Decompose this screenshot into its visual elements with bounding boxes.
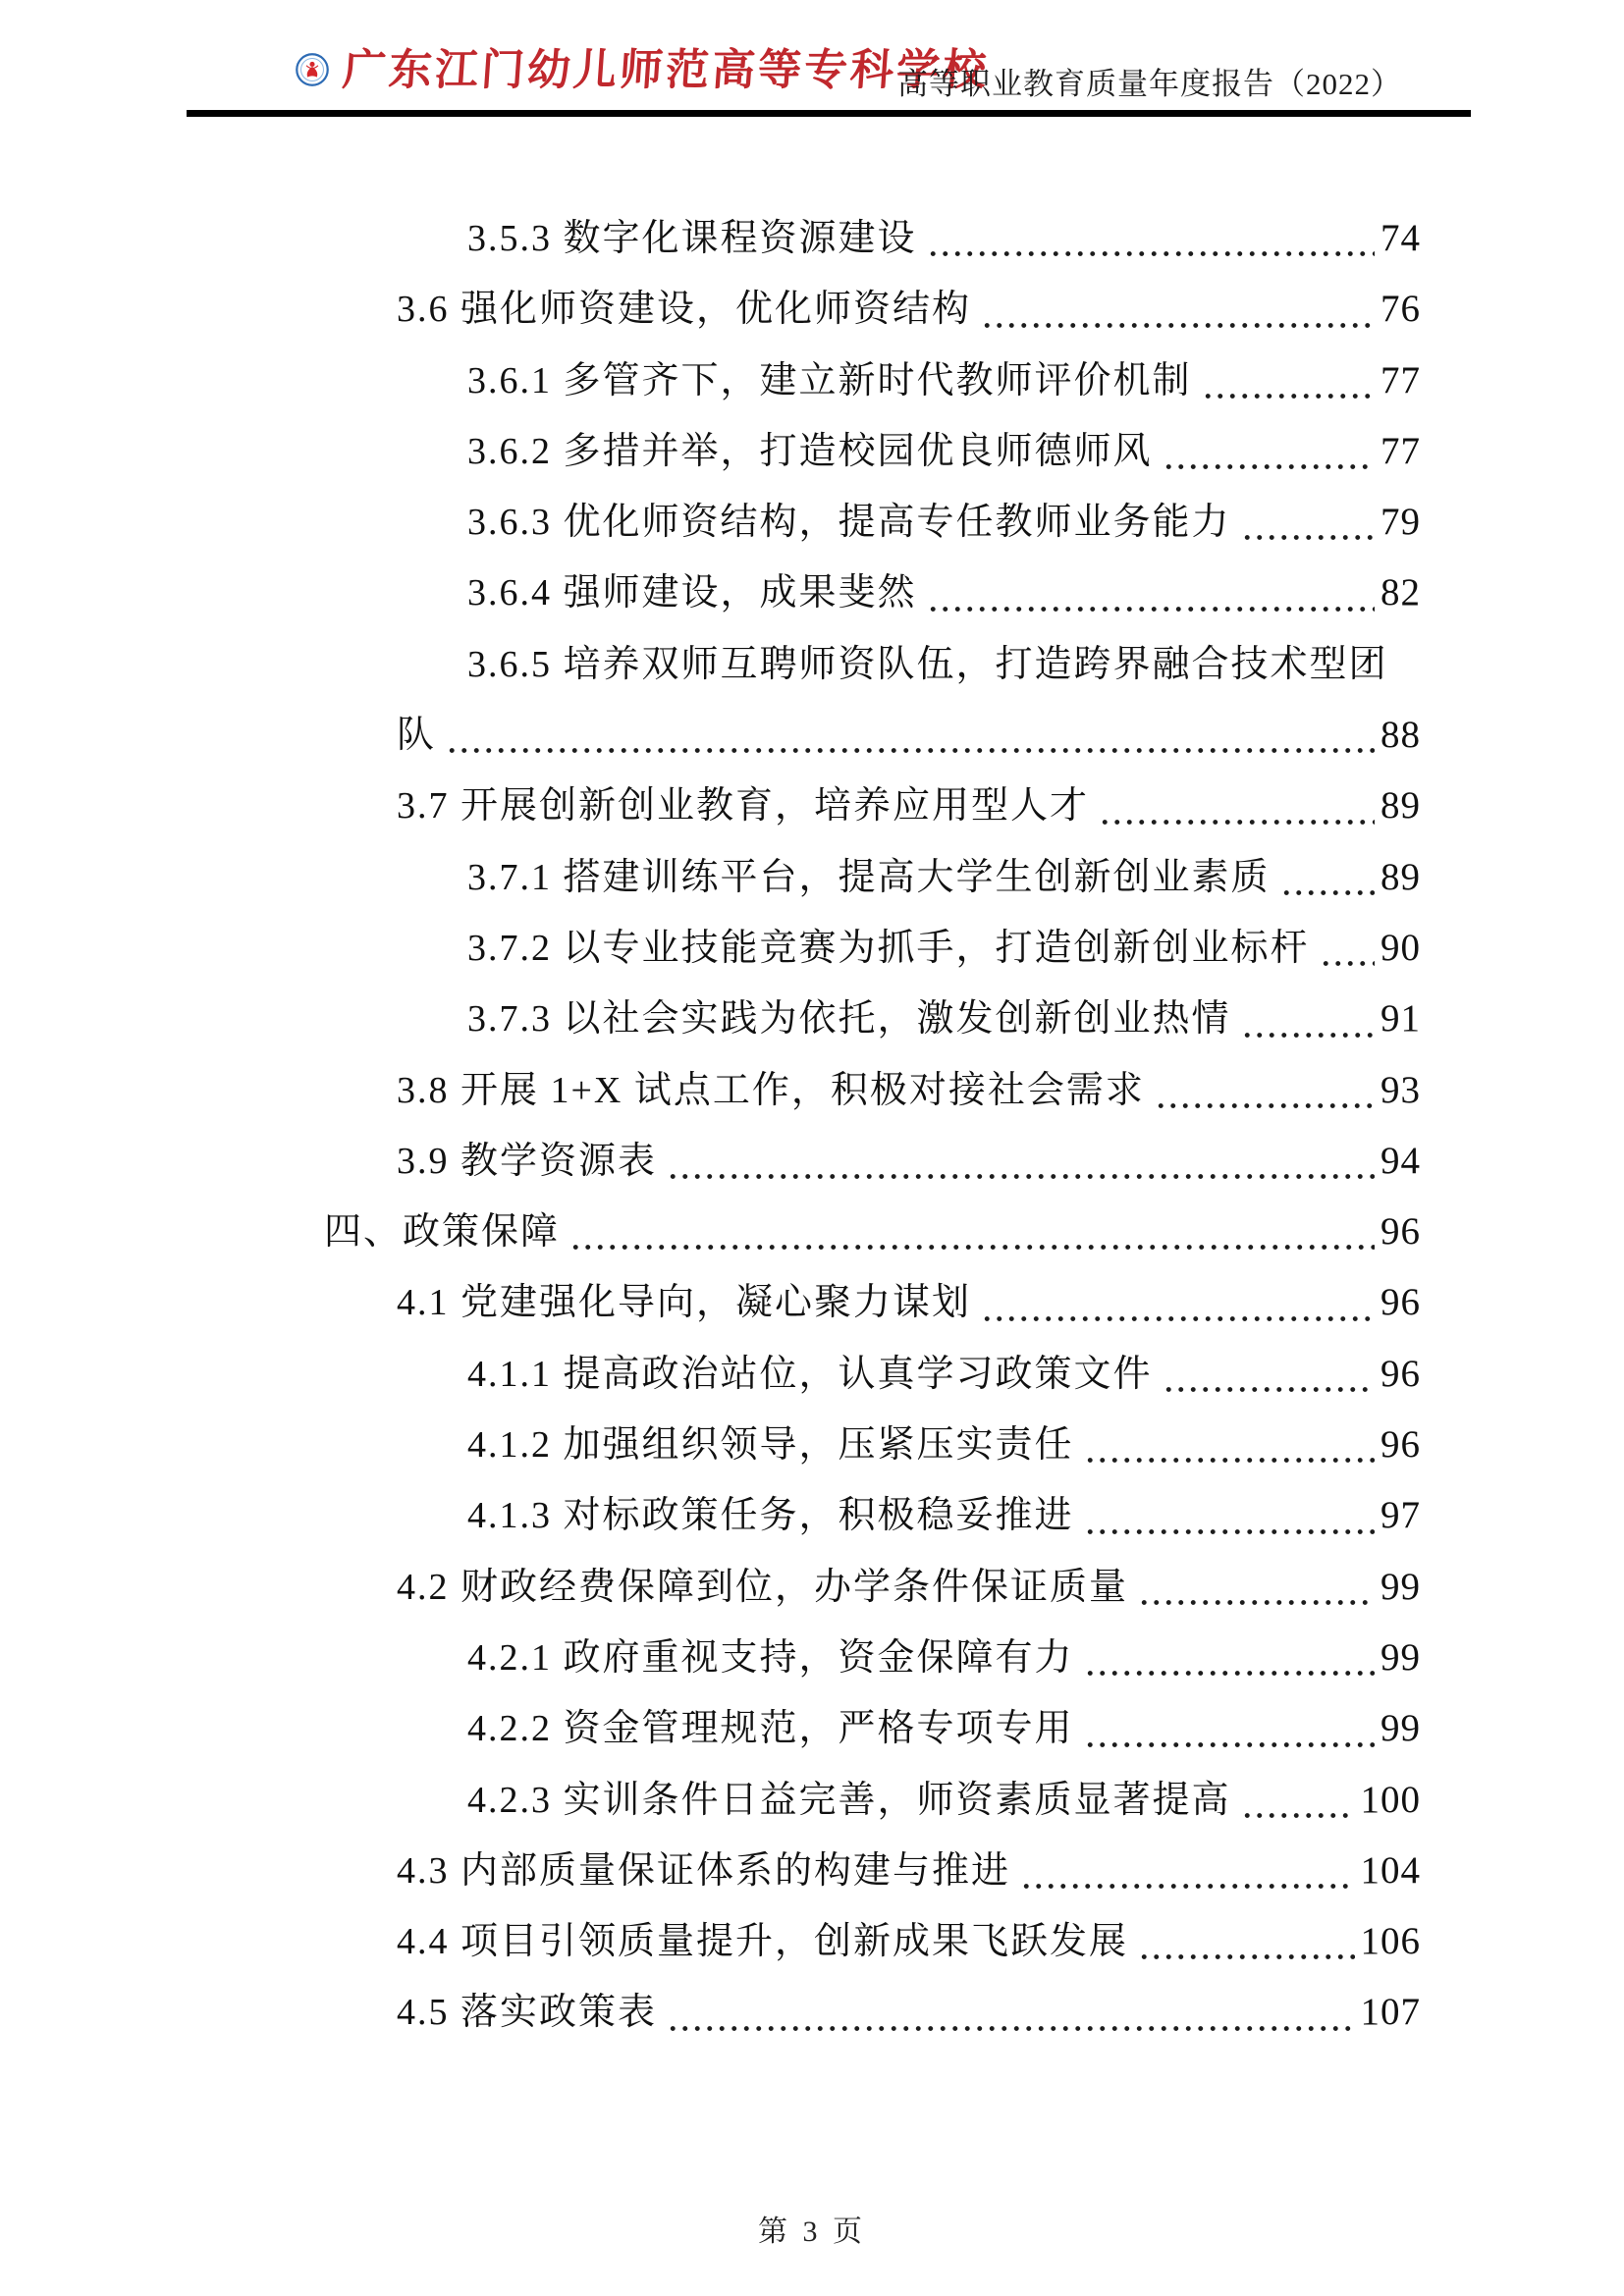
- toc-entry-text: 4.2.3 实训条件日益完善，师资素质显著提高: [467, 1779, 1231, 1821]
- dot-leader: [1082, 1480, 1375, 1551]
- toc-entry[interactable]: [191, 1339, 1421, 1410]
- dot-leader: [444, 700, 1375, 771]
- school-seal-icon: [296, 53, 329, 86]
- toc-entry[interactable]: [191, 842, 1421, 913]
- toc-page-number: 77: [1380, 429, 1421, 472]
- dot-leader: [1161, 1339, 1375, 1410]
- toc-entry-text: 4.1.3 对标政策任务，积极稳妥推进: [467, 1495, 1074, 1537]
- toc-entry[interactable]: [191, 1410, 1421, 1480]
- toc-entry-text: 3.7.2 以专业技能竞赛为抓手，打造创新创业标杆: [467, 927, 1310, 969]
- toc-entry-text: 3.6.1 多管齐下，建立新时代教师评价机制: [467, 359, 1192, 401]
- toc-entry-text: 4.1.1 提高政治站位，认真学习政策文件: [467, 1353, 1153, 1395]
- dot-leader: [1161, 416, 1375, 487]
- toc-entry-text: 3.7 开展创新创业教育，培养应用型人才: [397, 785, 1090, 828]
- toc-page-number: 91: [1380, 997, 1421, 1041]
- toc-entry[interactable]: [191, 913, 1421, 984]
- dot-leader: [925, 203, 1375, 274]
- toc-entry[interactable]: [191, 1197, 1421, 1267]
- toc-entry[interactable]: [191, 629, 1421, 700]
- toc-page-number: 96: [1380, 1423, 1421, 1467]
- toc-entry-text: 3.7.1 搭建训练平台，提高大学生创新创业素质: [467, 856, 1271, 898]
- toc-entry[interactable]: [191, 1977, 1421, 2048]
- header-rule: [187, 110, 1471, 117]
- toc-entry[interactable]: [191, 700, 1421, 771]
- toc-page-number: 106: [1360, 1920, 1421, 1963]
- toc-page-number: 100: [1360, 1778, 1421, 1821]
- toc-entry-text: 4.2 财政经费保障到位，办学条件保证质量: [397, 1566, 1129, 1608]
- toc-page-number: 74: [1380, 217, 1421, 259]
- dot-leader: [1200, 346, 1375, 416]
- toc-page-number: 90: [1380, 926, 1421, 969]
- dot-leader: [979, 1267, 1375, 1338]
- toc-entry-text: 3.9 教学资源表: [397, 1140, 658, 1182]
- toc-entry[interactable]: [191, 984, 1421, 1054]
- toc-page-number: 82: [1380, 571, 1421, 614]
- toc-entry-text: 3.6.3 优化师资结构，提高专任教师业务能力: [467, 502, 1231, 544]
- toc-entry[interactable]: [191, 1055, 1421, 1126]
- toc-page-number: 104: [1360, 1848, 1421, 1892]
- toc-page-number: 96: [1380, 1210, 1421, 1254]
- toc-entry-text: 3.6.4 强师建设，成果斐然: [467, 572, 917, 614]
- toc-page-number: 76: [1380, 288, 1421, 331]
- toc-entry[interactable]: [191, 1765, 1421, 1836]
- dot-leader: [665, 1977, 1354, 2048]
- dot-leader: [1082, 1410, 1375, 1480]
- page-footer: [0, 2215, 1624, 2250]
- dot-leader: [1239, 1765, 1355, 1836]
- toc-page-number: 94: [1380, 1139, 1421, 1182]
- toc-entry[interactable]: [191, 1126, 1421, 1197]
- toc-page-number: 89: [1380, 855, 1421, 898]
- toc-entry-text: 队: [397, 715, 437, 757]
- table-of-contents: [191, 203, 1421, 2049]
- toc-page-number: 97: [1380, 1494, 1421, 1537]
- toc-entry-text: 4.2.1 政府重视支持，资金保障有力: [467, 1636, 1074, 1679]
- toc-entry-text: 4.5 落实政策表: [397, 1992, 658, 2034]
- toc-entry-text: 4.3 内部质量保证体系的构建与推进: [397, 1849, 1011, 1892]
- dot-leader: [1097, 771, 1375, 841]
- toc-entry[interactable]: [191, 1906, 1421, 1977]
- dot-leader: [665, 1126, 1375, 1197]
- toc-entry[interactable]: [191, 1552, 1421, 1623]
- toc-entry-text: 3.6.5 培养双师互聘师资队伍，打造跨界融合技术型团: [467, 643, 1388, 685]
- dot-leader: [1082, 1623, 1375, 1693]
- toc-entry-text: 3.6.2 多措并举，打造校园优良师德师风: [467, 430, 1153, 472]
- toc-entry[interactable]: [191, 1480, 1421, 1551]
- toc-entry-text: 3.5.3 数字化课程资源建设: [467, 218, 917, 259]
- toc-entry[interactable]: [191, 346, 1421, 416]
- dot-leader: [1239, 984, 1375, 1054]
- toc-entry-text: 4.1.2 加强组织领导，压紧压实责任: [467, 1424, 1074, 1467]
- toc-entry[interactable]: [191, 416, 1421, 487]
- toc-entry[interactable]: [191, 771, 1421, 841]
- toc-page-number: 99: [1380, 1565, 1421, 1608]
- dot-leader: [925, 558, 1375, 628]
- dot-leader: [979, 274, 1375, 345]
- toc-entry[interactable]: [191, 203, 1421, 274]
- dot-leader: [1318, 913, 1375, 984]
- dot-leader: [1136, 1906, 1354, 1977]
- toc-entry-text: 3.8 开展 1+X 试点工作，积极对接社会需求: [397, 1069, 1145, 1111]
- toc-entry-text: 4.4 项目引领质量提升，创新成果飞跃发展: [397, 1921, 1129, 1963]
- dot-leader: [1278, 842, 1375, 913]
- toc-entry-text: 3.7.3 以社会实践为依托，激发创新创业热情: [467, 998, 1231, 1041]
- toc-entry[interactable]: [191, 487, 1421, 558]
- toc-page-number: 77: [1380, 358, 1421, 401]
- dot-leader: [1018, 1836, 1354, 1906]
- dot-leader: [1136, 1552, 1375, 1623]
- toc-page-number: 79: [1380, 501, 1421, 544]
- toc-page-number: 107: [1360, 1991, 1421, 2034]
- toc-page-number: 96: [1380, 1352, 1421, 1395]
- dot-leader: [1239, 487, 1375, 558]
- dot-leader: [568, 1197, 1375, 1267]
- toc-page-number: 93: [1380, 1068, 1421, 1111]
- toc-page-number: 99: [1380, 1635, 1421, 1679]
- report-title: 高等职业教育质量年度报告（2022）: [897, 67, 1402, 101]
- toc-entry[interactable]: [191, 1836, 1421, 1906]
- toc-entry[interactable]: [191, 274, 1421, 345]
- toc-entry-text: 四、政策保障: [324, 1211, 561, 1254]
- toc-entry[interactable]: [191, 1623, 1421, 1693]
- dot-leader: [1153, 1055, 1375, 1126]
- dot-leader: [1082, 1693, 1375, 1764]
- toc-entry-text: 4.2.2 资金管理规范，严格专项专用: [467, 1708, 1074, 1750]
- toc-page-number: 88: [1380, 714, 1421, 757]
- toc-page-number: 96: [1380, 1281, 1421, 1324]
- toc-entry[interactable]: [191, 558, 1421, 628]
- page-number-label: 第 3 页: [758, 2216, 866, 2248]
- toc-page-number: 89: [1380, 784, 1421, 828]
- toc-entry[interactable]: [191, 1693, 1421, 1764]
- toc-entry-text: 3.6 强化师资建设，优化师资结构: [397, 289, 972, 331]
- toc-entry[interactable]: [191, 1267, 1421, 1338]
- school-name: 广东江门幼儿师范高等专科学校: [341, 46, 991, 94]
- toc-page-number: 99: [1380, 1707, 1421, 1750]
- toc-entry-text: 4.1 党建强化导向，凝心聚力谋划: [397, 1282, 972, 1324]
